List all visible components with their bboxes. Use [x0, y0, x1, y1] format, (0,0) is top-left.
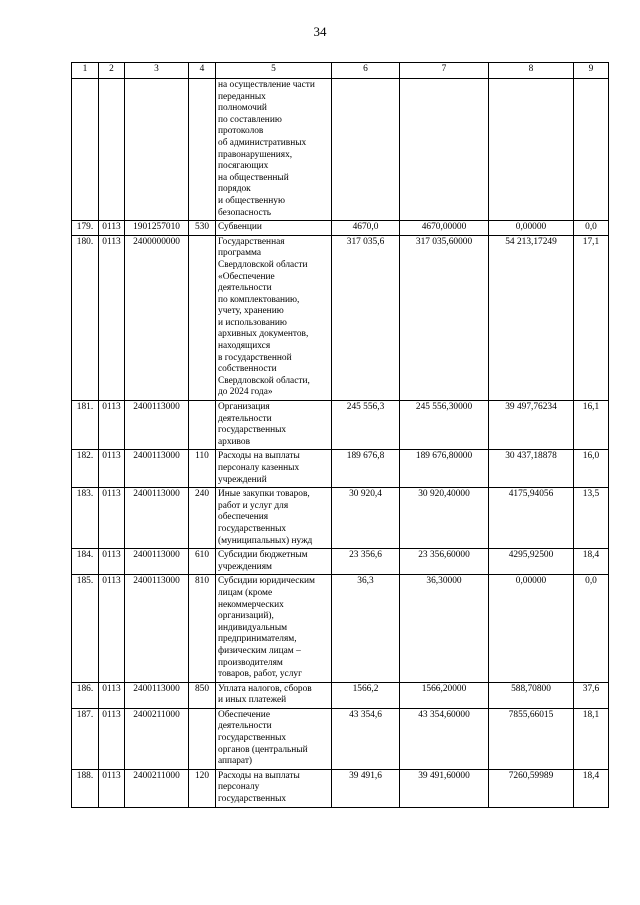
- executed-amount-cell: 4175,94056: [489, 488, 574, 549]
- approved-amount-cell: 39 491,6: [332, 769, 400, 807]
- description-line: государственных: [218, 425, 287, 436]
- percent-cell: 37,6: [574, 682, 609, 708]
- target-code-cell: [125, 79, 189, 221]
- description-cell: [216, 708, 332, 769]
- executed-amount-cell: 588,70800: [489, 682, 574, 708]
- table-row: [72, 769, 609, 807]
- row-number-cell: 187.: [72, 708, 99, 769]
- description-line: Иные закупки товаров,: [218, 489, 310, 500]
- planned-amount-cell: 245 556,30000: [400, 401, 489, 450]
- target-code-cell: 2400113000: [125, 450, 189, 488]
- section-code-cell: 0113: [99, 682, 125, 708]
- description-line: Государственная: [218, 236, 285, 247]
- approved-amount-cell: 23 356,6: [332, 549, 400, 575]
- executed-amount-cell: 7855,66015: [489, 708, 574, 769]
- description-line: Организация: [218, 402, 270, 413]
- description-line: обеспечения: [218, 512, 269, 523]
- target-code-cell: 2400113000: [125, 575, 189, 682]
- page-number: 34: [313, 24, 327, 39]
- executed-amount-cell: 4295,92500: [489, 549, 574, 575]
- section-code-cell: [99, 79, 125, 221]
- description-line: собственности: [218, 364, 277, 375]
- description-line: переданных: [218, 91, 266, 102]
- percent-cell: 0,0: [574, 575, 609, 682]
- description-line: посягающих: [218, 161, 269, 172]
- description-line: государственных: [218, 794, 287, 805]
- description-cell: [216, 682, 332, 708]
- description-line: Уплата налогов, сборов: [218, 683, 312, 694]
- description-line: государственных: [218, 733, 287, 744]
- executed-amount-cell: [489, 79, 574, 221]
- table-row: [72, 450, 609, 488]
- description-line: некоммерческих: [218, 599, 284, 610]
- target-code-cell: 2400113000: [125, 549, 189, 575]
- section-code-cell: 0113: [99, 575, 125, 682]
- description-line: деятельности: [218, 721, 272, 732]
- description-line: Субсидии юридическим: [218, 576, 315, 587]
- planned-amount-cell: 4670,00000: [400, 221, 489, 236]
- target-code-cell: 2400113000: [125, 401, 189, 450]
- description-line: на осуществление части: [218, 80, 315, 90]
- target-code-cell: 2400113000: [125, 488, 189, 549]
- section-code-cell: 0113: [99, 450, 125, 488]
- description-line: правонарушениях,: [218, 149, 293, 160]
- expense-type-cell: [189, 401, 216, 450]
- target-code-cell: 2400211000: [125, 769, 189, 807]
- percent-cell: [574, 79, 609, 221]
- description-line: Расходы на выплаты: [218, 770, 300, 781]
- header-row: [72, 63, 609, 79]
- description-line: учреждениям: [218, 561, 272, 572]
- description-line: архивных документов,: [218, 329, 309, 340]
- percent-cell: 16,0: [574, 450, 609, 488]
- approved-amount-cell: 36,3: [332, 575, 400, 682]
- column-header: 8: [489, 63, 574, 79]
- description-line: учету, хранению: [218, 306, 284, 317]
- row-number-cell: 179.: [72, 221, 99, 236]
- section-code-cell: 0113: [99, 708, 125, 769]
- description-line: находящихся: [218, 341, 271, 352]
- executed-amount-cell: 39 497,76234: [489, 401, 574, 450]
- section-code-cell: 0113: [99, 769, 125, 807]
- approved-amount-cell: 30 920,4: [332, 488, 400, 549]
- description-line: физическим лицам –: [218, 645, 301, 656]
- description-line: программа: [218, 248, 262, 259]
- description-line: деятельности: [218, 283, 272, 294]
- percent-cell: 13,5: [574, 488, 609, 549]
- percent-cell: 0,0: [574, 221, 609, 236]
- description-line: архивов: [218, 436, 251, 447]
- expense-type-cell: 810: [189, 575, 216, 682]
- description-line: полномочий: [218, 103, 267, 114]
- description-line: Субсидии бюджетным: [218, 550, 308, 561]
- description-line: работ и услуг для: [218, 500, 289, 511]
- row-number-cell: 188.: [72, 769, 99, 807]
- description-line: Обеспечение: [218, 709, 270, 720]
- table-row: [72, 235, 609, 400]
- percent-cell: 18,1: [574, 708, 609, 769]
- description-line: индивидуальным: [218, 622, 288, 633]
- expense-type-cell: 850: [189, 682, 216, 708]
- description-cell: [216, 235, 332, 400]
- expense-type-cell: 120: [189, 769, 216, 807]
- percent-cell: 16,1: [574, 401, 609, 450]
- table-row: [72, 401, 609, 450]
- description-line: персоналу: [218, 782, 260, 793]
- row-number-cell: 181.: [72, 401, 99, 450]
- description-line: протоколов: [218, 126, 264, 137]
- expense-type-cell: [189, 235, 216, 400]
- expense-type-cell: 110: [189, 450, 216, 488]
- planned-amount-cell: 317 035,60000: [400, 235, 489, 400]
- executed-amount-cell: 30 437,18878: [489, 450, 574, 488]
- planned-amount-cell: 1566,20000: [400, 682, 489, 708]
- description-line: и общественную: [218, 195, 285, 206]
- row-number-cell: 185.: [72, 575, 99, 682]
- expense-type-cell: 530: [189, 221, 216, 236]
- percent-cell: 17,1: [574, 235, 609, 400]
- table-row: [72, 682, 609, 708]
- target-code-cell: 2400211000: [125, 708, 189, 769]
- approved-amount-cell: 189 676,8: [332, 450, 400, 488]
- description-line: органов (центральный: [218, 744, 308, 755]
- column-header: 7: [400, 63, 489, 79]
- planned-amount-cell: 30 920,40000: [400, 488, 489, 549]
- description-cell: [216, 79, 332, 221]
- expense-type-cell: [189, 708, 216, 769]
- description-line: Расходы на выплаты: [218, 451, 300, 462]
- budget-table: [71, 62, 609, 808]
- approved-amount-cell: 245 556,3: [332, 401, 400, 450]
- description-line: порядок: [218, 184, 251, 195]
- description-line: в государственной: [218, 352, 292, 363]
- description-line: организаций),: [218, 611, 274, 622]
- row-number-cell: 184.: [72, 549, 99, 575]
- column-header: 6: [332, 63, 400, 79]
- description-cell: [216, 450, 332, 488]
- planned-amount-cell: 36,30000: [400, 575, 489, 682]
- description-cell: [216, 549, 332, 575]
- description-cell: [216, 401, 332, 450]
- column-header: 3: [125, 63, 189, 79]
- table-row: [72, 549, 609, 575]
- description-line: аппарат): [218, 756, 253, 767]
- description-cell: [216, 488, 332, 549]
- row-number-cell: 183.: [72, 488, 99, 549]
- approved-amount-cell: 317 035,6: [332, 235, 400, 400]
- description-line: «Обеспечение: [218, 271, 275, 282]
- description-line: учреждений: [218, 474, 267, 485]
- planned-amount-cell: 23 356,60000: [400, 549, 489, 575]
- table-row: [72, 708, 609, 769]
- description-line: персоналу казенных: [218, 463, 300, 473]
- approved-amount-cell: 43 354,6: [332, 708, 400, 769]
- section-code-cell: 0113: [99, 549, 125, 575]
- description-line: Субвенции: [218, 222, 262, 233]
- description-line: безопасность: [218, 207, 272, 218]
- description-line: об административных: [218, 137, 307, 148]
- table-row: [72, 488, 609, 549]
- description-line: на общественный: [218, 172, 289, 183]
- row-number-cell: [72, 79, 99, 221]
- expense-type-cell: [189, 79, 216, 221]
- executed-amount-cell: 0,00000: [489, 575, 574, 682]
- description-cell: [216, 769, 332, 807]
- target-code-cell: 1901257010: [125, 221, 189, 236]
- description-cell: [216, 575, 332, 682]
- planned-amount-cell: 39 491,60000: [400, 769, 489, 807]
- row-number-cell: 186.: [72, 682, 99, 708]
- section-code-cell: 0113: [99, 221, 125, 236]
- table-row: [72, 575, 609, 682]
- percent-cell: 18,4: [574, 769, 609, 807]
- section-code-cell: 0113: [99, 488, 125, 549]
- planned-amount-cell: 43 354,60000: [400, 708, 489, 769]
- executed-amount-cell: 7260,59989: [489, 769, 574, 807]
- section-code-cell: 0113: [99, 235, 125, 400]
- column-header: 4: [189, 63, 216, 79]
- percent-cell: 18,4: [574, 549, 609, 575]
- executed-amount-cell: 54 213,17249: [489, 235, 574, 400]
- planned-amount-cell: [400, 79, 489, 221]
- expense-type-cell: 240: [189, 488, 216, 549]
- target-code-cell: 2400000000: [125, 235, 189, 400]
- description-line: лицам (кроме: [218, 587, 273, 598]
- description-line: производителям: [218, 657, 283, 668]
- description-line: государственных: [218, 523, 287, 534]
- description-line: Свердловской области,: [218, 375, 310, 386]
- row-number-cell: 182.: [72, 450, 99, 488]
- description-line: и использованию: [218, 317, 287, 328]
- approved-amount-cell: [332, 79, 400, 221]
- description-line: по комплектованию,: [218, 294, 300, 305]
- description-cell: [216, 221, 332, 236]
- column-header: 9: [574, 63, 609, 79]
- description-line: по составлению: [218, 114, 282, 125]
- description-line: Свердловской области: [218, 259, 308, 270]
- column-header: 5: [216, 63, 332, 79]
- approved-amount-cell: 1566,2: [332, 682, 400, 708]
- expense-type-cell: 610: [189, 549, 216, 575]
- column-header: 2: [99, 63, 125, 79]
- planned-amount-cell: 189 676,80000: [400, 450, 489, 488]
- description-line: (муниципальных) нужд: [218, 535, 313, 546]
- column-header: 1: [72, 63, 99, 79]
- description-line: до 2024 года»: [218, 387, 273, 398]
- description-line: предпринимателям,: [218, 634, 297, 645]
- table-row: [72, 79, 609, 221]
- table-row: [72, 221, 609, 236]
- description-line: товаров, работ, услуг: [218, 669, 302, 680]
- target-code-cell: 2400113000: [125, 682, 189, 708]
- description-line: деятельности: [218, 413, 272, 424]
- row-number-cell: 180.: [72, 235, 99, 400]
- executed-amount-cell: 0,00000: [489, 221, 574, 236]
- approved-amount-cell: 4670,0: [332, 221, 400, 236]
- description-line: и иных платежей: [218, 695, 287, 706]
- section-code-cell: 0113: [99, 401, 125, 450]
